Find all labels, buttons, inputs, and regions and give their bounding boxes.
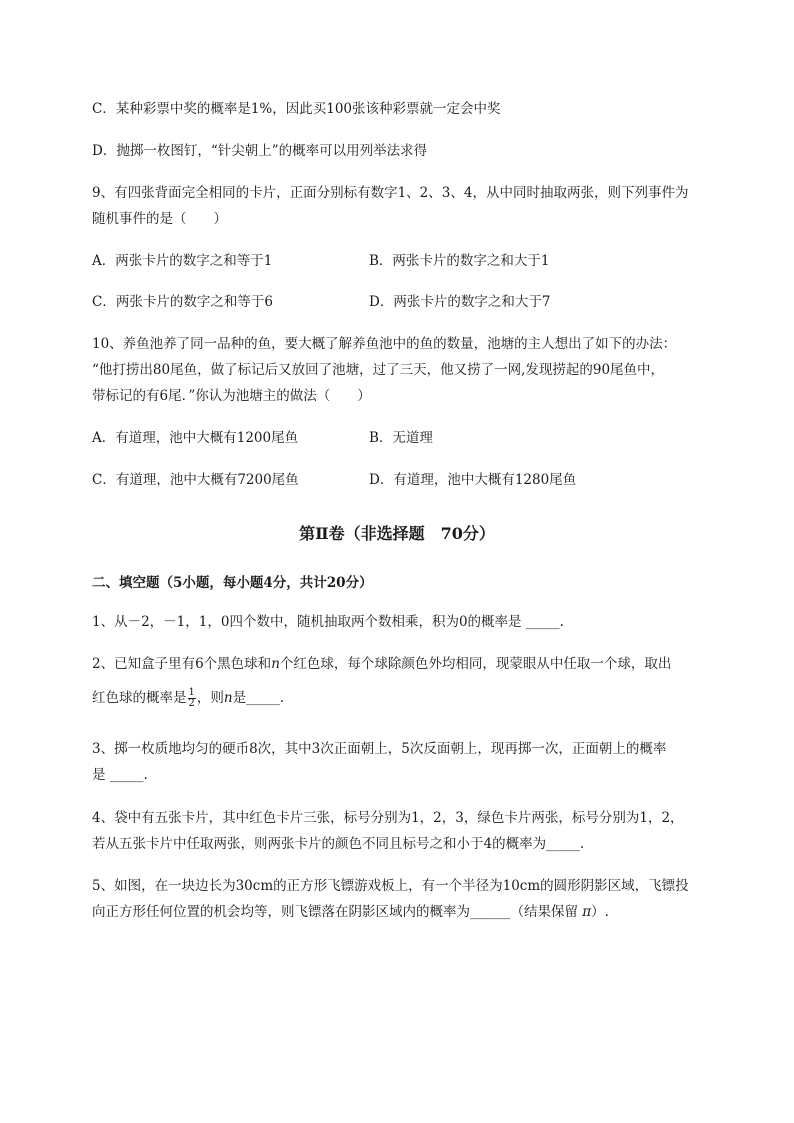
fill-question-1: 1、从－2，－1，1，0四个数中，随机抽取两个数相乘，积为0的概率是 _____. [92, 614, 564, 630]
q10-option-d: D．有道理，池中大概有1280尾鱼 [369, 472, 577, 488]
q10-stem-line3: 带标记的有6尾．”你认为池塘主的做法（ ） [92, 388, 371, 404]
fill-question-2-line1 [92, 654, 671, 674]
q9-option-c: C．两张卡片的数字之和等于6 [92, 294, 273, 310]
section-title: 第Ⅱ卷（非选择题 70分） [299, 524, 495, 543]
fraction-one-half: $\frac{1}{2}$ [188, 687, 195, 709]
q8-option-d: D．抛掷一枚图钉，“针尖朝上”的概率可以用列举法求得 [92, 143, 428, 159]
q10-option-b: B．无道理 [369, 430, 433, 446]
fill-question-2-line2-mid: ，则 [196, 690, 224, 706]
q8-option-c: C．某种彩票中奖的概率是1%，因此买100张该种彩票就一定会中奖 [92, 101, 501, 117]
fill-question-5-line1: 5、如图，在一块边长为30cm的正方形飞镖游戏板上，有一个半径为10cm的圆形阴影区域，飞镖投 [92, 878, 689, 894]
q9-option-d: D．两张卡片的数字之和大于7 [369, 294, 551, 310]
q10-option-c: C．有道理，池中大概有7200尾鱼 [92, 472, 299, 488]
q9-option-a: A．两张卡片的数字之和等于1 [92, 253, 273, 269]
q10-option-a: A．有道理，池中大概有1200尾鱼 [92, 430, 299, 446]
variable-n: n [271, 656, 280, 672]
fill-question-3-line1: 3、掷一枚质地均匀的硬币8次，其中3次正面朝上，5次反面朝上，现再掷一次，正面朝上的概率 [92, 741, 667, 757]
fill-question-5-line2 [92, 902, 609, 922]
fill-question-2-line2-post: 是_____. [232, 690, 285, 706]
fill-question-4-line2: 若从五张卡片中任取两张，则两张卡片的颜色不同且标号之和小于4的概率为_____. [92, 836, 585, 852]
fill-question-2-text-rest: 个红色球，每个球除颜色外均相同，现蒙眼从中任取一个球，取出 [279, 656, 672, 672]
fill-blank-heading: 二、填空题（5小题，每小题4分，共计20分） [92, 575, 373, 591]
pi-symbol: π [582, 904, 592, 920]
q10-stem-line1: 10、养鱼池养了同一品种的鱼，要大概了解养鱼池中的鱼的数量，池塘的主人想出了如下的办法： [92, 336, 677, 352]
fill-question-2-text: 2、已知盒子里有6个黑色球和 [92, 656, 272, 672]
fill-question-2-line2-pre: 红色球的概率是 [92, 690, 187, 706]
q9-stem-line2: 随机事件的是（ ） [92, 211, 227, 227]
fill-question-5-line2-post: ）. [591, 904, 609, 920]
fill-question-2-line2 [92, 688, 284, 709]
q9-option-b: B．两张卡片的数字之和大于1 [369, 253, 550, 269]
q9-stem-line1: 9、有四张背面完全相同的卡片，正面分别标有数字1、2、3、4，从中同时抽取两张，则下列事件为 [92, 185, 689, 201]
fill-question-4-line1: 4、袋中有五张卡片，其中红色卡片三张，标号分别为1，2，3，绿色卡片两张，标号分别为1，2， [92, 810, 684, 826]
fill-question-3-line2: 是 _____. [92, 767, 148, 783]
variable-n-2: n [223, 690, 233, 706]
fill-question-5-line2-pre: 向正方形任何位置的机会均等，则飞镖落在阴影区域内的概率为______（结果保留 [92, 904, 583, 920]
q10-stem-line2: “他打捞出80尾鱼，做了标记后又放回了池塘，过了三天，他又捞了一网,发现捞起的90尾鱼中， [92, 362, 665, 378]
